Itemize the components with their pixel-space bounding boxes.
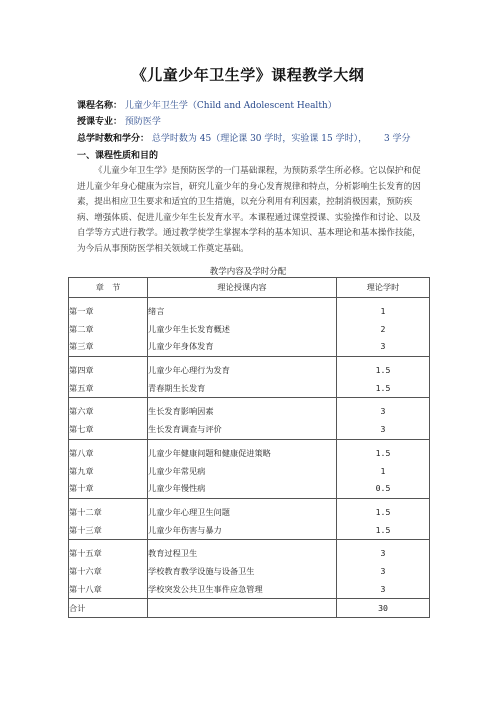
hours-cell — [337, 540, 430, 599]
major-value: 预防医学 — [124, 117, 161, 127]
hours-value: 0.5 — [375, 483, 391, 494]
chapter-label: 第十八章 — [69, 583, 102, 594]
chapter-label: 第八章 — [69, 447, 94, 458]
hours-cell — [337, 298, 430, 357]
chapter-cell — [69, 298, 148, 357]
chapter-label: 第七章 — [69, 424, 94, 435]
content-label: 青春期生长发育 — [148, 382, 206, 393]
hours-line: 总学时数和学分： 总学时数为 45（理论课 30 学时，实验课 15 学时）， 3 学分 — [77, 134, 411, 144]
chapter-cell — [69, 357, 148, 398]
table-row — [69, 298, 430, 357]
course-name-label: 课程名称 — [77, 101, 114, 111]
chapter-label: 第三章 — [69, 341, 94, 352]
header-chapter: 章 节 — [69, 278, 148, 298]
total-empty — [148, 599, 337, 618]
hours-value: 1.5 — [375, 524, 391, 535]
hours-value: 3 — [380, 406, 386, 417]
total-label: 合计 — [69, 599, 148, 618]
chapter-cell — [69, 540, 148, 599]
content-label: 儿童少年伤害与暴力 — [148, 524, 222, 535]
chapter-label: 第四章 — [69, 365, 94, 376]
content-cell — [148, 540, 337, 599]
hours-label: 总学时数和学分 — [77, 134, 141, 144]
major-label: 授课专业 — [77, 117, 114, 127]
content-cell — [148, 357, 337, 398]
content-cell — [148, 498, 337, 539]
chapter-label: 第二章 — [69, 323, 94, 334]
chapter-cell — [69, 439, 148, 498]
chapter-label: 第一章 — [69, 306, 94, 316]
table-row — [69, 540, 430, 599]
chapter-label: 第六章 — [69, 406, 94, 417]
content-label: 生长发育影响因素 — [148, 406, 214, 417]
header-content: 理论授课内容 — [148, 278, 337, 298]
content-label: 儿童少年身体发育 — [148, 341, 214, 352]
chapter-label: 第十五章 — [69, 548, 102, 559]
hours-value: 1 — [380, 465, 386, 476]
content-label: 儿童少年心理行为发育 — [148, 365, 230, 376]
chapter-label: 第十二章 — [69, 506, 102, 517]
hours-value: 2 — [380, 323, 386, 334]
content-label: 儿童少年常见病 — [148, 465, 206, 476]
content-label: 儿童少年健康问题和健康促进策略 — [148, 447, 271, 458]
hours-value: 1.5 — [375, 447, 391, 458]
content-label: 绪言 — [148, 306, 165, 316]
content-cell — [148, 398, 337, 439]
document-title: 《儿童少年卫生学》课程教学大纲 — [131, 66, 365, 84]
total-row — [69, 599, 430, 618]
hours-cell — [337, 357, 430, 398]
chapter-label: 第十六章 — [69, 565, 102, 576]
course-name-value: 儿童少年卫生学（Child and Adolescent Health） — [124, 101, 337, 111]
hours-value: 1.5 — [375, 365, 391, 376]
chapter-label: 第五章 — [69, 382, 94, 393]
content-label: 学校教育教学设施与设备卫生 — [148, 565, 255, 576]
chapter-label: 第九章 — [69, 465, 94, 476]
table-row — [69, 439, 430, 498]
content-cell — [148, 439, 337, 498]
table-row — [69, 357, 430, 398]
hours-value: 3 — [380, 565, 386, 576]
content-label: 儿童少年心理卫生问题 — [148, 506, 230, 517]
section1-paragraph: 《儿童少年卫生学》是预防医学的一门基础课程，为预防系学生所必修。它以保护和促进儿童少年身心健康为宗旨，研究儿童少年的身心发育规律和特点，分析影响生长发育的因素，提出相应卫生要求和适宜的卫生措施，以充分利用有利因素，控制消极因素，预防疾病、增强体质、促进儿童少年生长发育水平。本课程通过课堂授课、实验操作和讨论、以及自学等方式进行教学。通过教学使学生掌握本学科的基本知识、基本理论和基本操作技能，为今后从事预防医学相关领域工作奠定基础。 — [77, 166, 421, 254]
hours-value: 总学时数为 45（理论课 30 学时，实验课 15 学时）， — [151, 134, 368, 144]
content-label: 教育过程卫生 — [148, 548, 198, 559]
chapter-cell — [69, 498, 148, 539]
course-name-line: 课程名称： 儿童少年卫生学（Child and Adolescent Health） — [77, 101, 337, 111]
major-line: 授课专业： 预防医学 — [77, 117, 161, 127]
content-label: 学校突发公共卫生事件应急管理 — [148, 583, 263, 594]
section1-heading: 一、课程性质和目的 — [77, 151, 159, 161]
chapter-label: 第十三章 — [69, 524, 102, 535]
hours-value: 3 — [380, 583, 386, 594]
hours-value: 3 — [380, 424, 386, 435]
table-caption: 教学内容及学时分配 — [209, 267, 287, 277]
content-cell — [148, 298, 337, 357]
credits-value: 3 学分 — [383, 134, 411, 144]
hours-value: 3 — [380, 548, 386, 559]
total-hours: 30 — [337, 599, 430, 618]
chapter-cell — [69, 398, 148, 439]
header-hours: 理论学时 — [337, 278, 430, 298]
hours-cell — [337, 439, 430, 498]
hours-value: 3 — [380, 341, 386, 352]
content-label: 生长发育调查与评价 — [148, 424, 222, 435]
teaching-content-table — [68, 277, 430, 618]
table-row — [69, 498, 430, 539]
hours-value: 1 — [380, 306, 386, 316]
table-header-row — [69, 278, 430, 298]
chapter-label: 第十章 — [69, 483, 94, 494]
hours-cell — [337, 498, 430, 539]
hours-value: 1.5 — [375, 506, 391, 517]
content-label: 儿童少年生长发育概述 — [148, 323, 230, 334]
content-label: 儿童少年慢性病 — [148, 483, 206, 494]
hours-value: 1.5 — [375, 382, 391, 393]
hours-cell — [337, 398, 430, 439]
table-row — [69, 398, 430, 439]
